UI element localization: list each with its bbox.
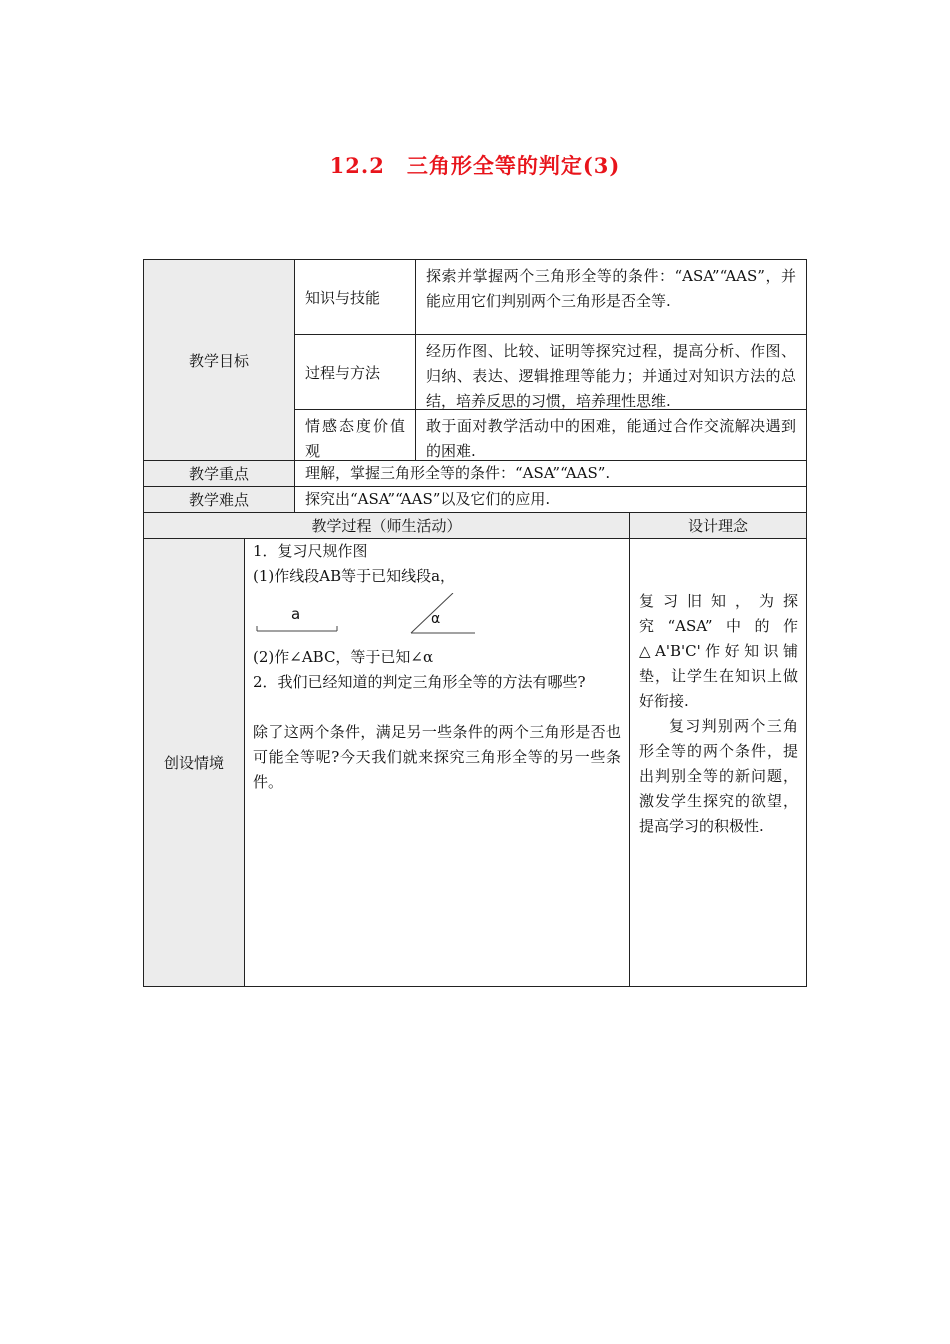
situation-process-cell [244, 538, 630, 987]
step1b-text: (2)作∠ABC，等于已知∠α [253, 648, 434, 666]
title-number: 12.2 [329, 153, 385, 178]
objectives-header-cell [143, 259, 295, 461]
objectives-header: 教学目标 [188, 351, 249, 370]
objective-label-knowledge: 知识与技能 [294, 259, 416, 335]
angle-label: α [431, 611, 441, 627]
objective-content-attitude: 敢于面对教学活动中的困难，能通过合作交流解决遇到的困难. [415, 409, 807, 461]
key-point-content-cell: 理解，掌握三角形全等的条件：“ASA”“AAS”. [294, 460, 807, 487]
situation-label-cell: 创设情境 [143, 538, 245, 987]
step2-text: 2．我们已经知道的判定三角形全等的方法有哪些? [253, 673, 586, 691]
segment-label: a [291, 605, 301, 623]
process-header-cell: 教学过程（师生活动） [143, 512, 630, 539]
difficulty-content-cell: 探究出“ASA”“AAS”以及它们的应用. [294, 486, 807, 513]
situation-design-cell [629, 538, 807, 987]
objective-label-process: 过程与方法 [294, 334, 416, 410]
difficulty-label-cell: 教学难点 [143, 486, 295, 513]
step1-text: 1．复习尺规作图 [253, 542, 368, 560]
page-title [0, 150, 950, 180]
design-note-1: 复习旧知，为探究“ASA”中的作△A'B'C'作好知识铺垫，让学生在知识上做好衔接. [639, 592, 798, 710]
design-note-2: 复习判别两个三角形全等的两个条件，提出判别全等的新问题，激发学生探究的欲望，提高学习的积极性. [639, 717, 798, 835]
objective-content-process: 经历作图、比较、证明等探究过程，提高分析、作图、归纳、表达、逻辑推理等能力；并通过对知识方法的总结，培养反思的习惯，培养理性思维. [415, 334, 807, 410]
objective-content-knowledge: 探索并掌握两个三角形全等的条件：“ASA”“AAS”，并能应用它们判别两个三角形是否全等. [415, 259, 807, 335]
construction-figures [253, 593, 621, 639]
design-header-cell: 设计理念 [629, 512, 807, 539]
angle-alpha-figure [411, 593, 475, 633]
key-point-label-cell: 教学重点 [143, 460, 295, 487]
step1a-text: (1)作线段AB等于已知线段a， [253, 567, 456, 585]
objective-label-attitude: 情感态度价值观 [294, 409, 416, 461]
title-text: 三角形全等的判定(3) [406, 153, 621, 178]
step3-text: 除了这两个条件，满足另一些条件的两个三角形是否也可能全等呢?今天我们就来探究三角形全等的另一些条件。 [253, 723, 621, 791]
